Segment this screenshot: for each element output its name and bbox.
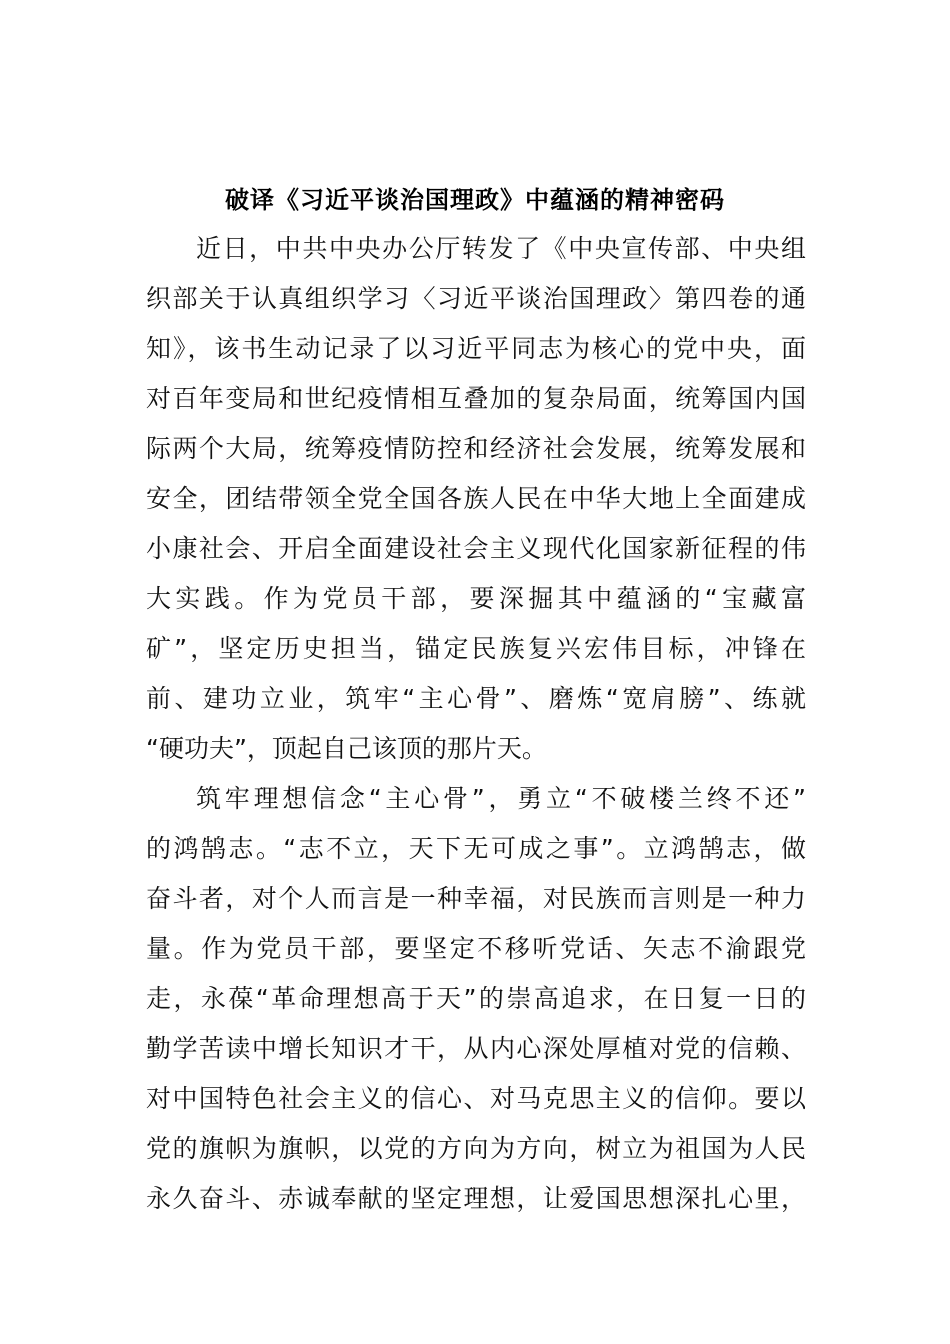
paragraph-1-line: 对百年变局和世纪疫情相互叠加的复杂局面，统筹国内国 [146, 384, 806, 413]
paragraph-1-line: 小康社会、开启全面建设社会主义现代化国家新征程的伟 [146, 534, 806, 563]
paragraph-1-line: 织部关于认真组织学习〈习近平谈治国理政〉第四卷的通 [146, 284, 806, 313]
paragraph-1-line: 大实践。作为党员干部，要深掘其中蕴涵的“宝藏富 [146, 584, 806, 613]
paragraph-2-line: 党的旗帜为旗帜，以党的方向为方向，树立为祖国为人民 [146, 1134, 806, 1163]
paragraph-1-line: “硬功夫”，顶起自己该顶的那片天。 [146, 734, 547, 763]
paragraph-1-line: 矿”，坚定历史担当，锚定民族复兴宏伟目标，冲锋在 [146, 634, 806, 663]
paragraph-2-line: 量。作为党员干部，要坚定不移听党话、矢志不渝跟党 [146, 934, 806, 963]
paragraph-1-line: 安全，团结带领全党全国各族人民在中华大地上全面建成 [146, 484, 806, 513]
paragraph-2-line: 勤学苦读中增长知识才干，从内心深处厚植对党的信赖、 [146, 1034, 806, 1063]
document-title: 破译《习近平谈治国理政》中蕴涵的精神密码 [225, 185, 725, 214]
paragraph-1-line: 前、建功立业，筑牢“主心骨”、磨炼“宽肩膀”、练就 [146, 684, 806, 713]
paragraph-2-line: 永久奋斗、赤诚奉献的坚定理想，让爱国思想深扎心里， [146, 1184, 806, 1213]
paragraph-1-line: 际两个大局，统筹疫情防控和经济社会发展，统筹发展和 [146, 434, 806, 463]
paragraph-2-line: 走，永葆“革命理想高于天”的崇高追求，在日复一日的 [146, 984, 806, 1013]
paragraph-1-line: 知》，该书生动记录了以习近平同志为核心的党中央，面 [146, 334, 806, 363]
paragraph-2-line: 筑牢理想信念“主心骨”，勇立“不破楼兰终不还” [196, 784, 806, 813]
paragraph-2-line: 奋斗者，对个人而言是一种幸福，对民族而言则是一种力 [146, 884, 806, 913]
paragraph-2-line: 的鸿鹄志。“志不立，天下无可成之事”。立鸿鹄志，做 [146, 834, 806, 863]
paragraph-2-line: 对中国特色社会主义的信心、对马克思主义的信仰。要以 [146, 1084, 806, 1113]
paragraph-1-line: 近日，中共中央办公厅转发了《中央宣传部、中央组 [196, 234, 806, 263]
